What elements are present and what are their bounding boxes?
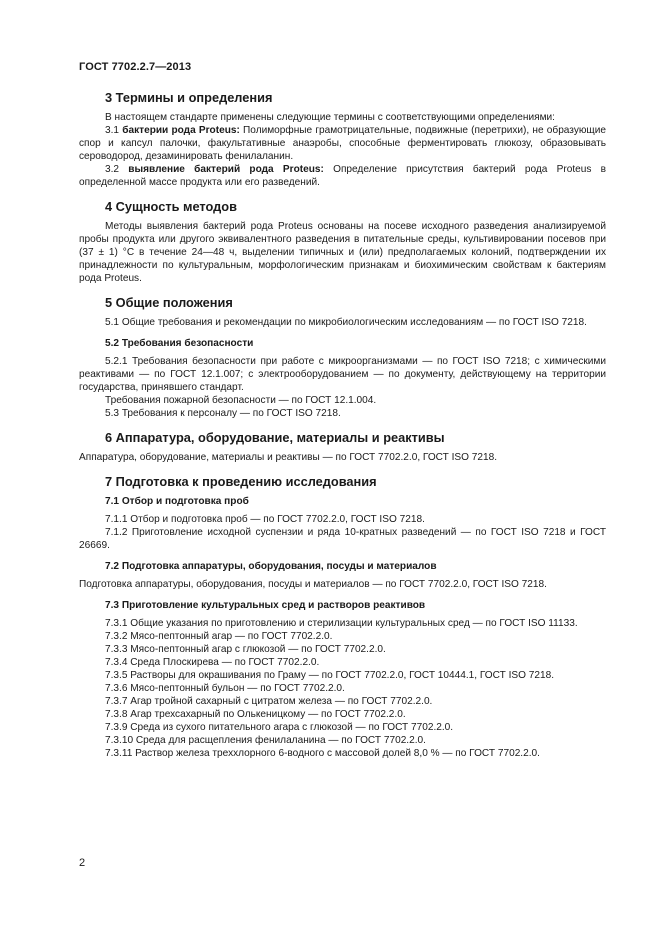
document-header: ГОСТ 7702.2.7—2013 — [79, 61, 192, 73]
clause-7-3-item: 7.3.10 Среда для расщепления фенилаланина — по ГОСТ 7702.2.0. — [105, 735, 426, 746]
term-3-1-number: 3.1 — [105, 125, 123, 136]
term-3-1-definition: Полиморфные грамотрицательные, подвижные (перетрихи), не образующие спор и капсул палочки, факультативные анаэробы, способные ферментировать глюкозу, образовывать сероводород, дезаминировать фенилаланин. — [79, 125, 606, 162]
section-4-title: 4 Сущность методов — [105, 199, 237, 214]
document-body — [79, 90, 606, 760]
clause-7-3-item: 7.3.1 Общие указания по приготовлению и стерилизации культуральных сред — по ГОСТ ISO 11133. — [105, 618, 578, 629]
section-4-text: Методы выявления бактерий рода Proteus основаны на посеве исходного разведения анализируемой пробы продукта или другого эквивалентного разведения в питательные среды, культивировании посевов при (37 ± 1) °С в течение 24—48 ч, выделении типичных и (или) предполагаемых колоний, подтверждении их принадлежности по культуральным, морфологическим признакам и биохимическим свойствам к бактериям рода Proteus. — [79, 221, 606, 284]
clause-7-3-item: 7.3.7 Агар тройной сахарный с цитратом железа — по ГОСТ 7702.2.0. — [105, 696, 433, 707]
term-3-2 — [79, 163, 606, 189]
clause-5-1: 5.1 Общие требования и рекомендации по микробиологическим исследованиям — по ГОСТ ISO 7218. — [105, 317, 587, 328]
clause-7-3-item: 7.3.3 Мясо-пептонный агар с глюкозой — по ГОСТ 7702.2.0. — [105, 644, 386, 655]
section-6-title: 6 Аппаратура, оборудование, материалы и реактивы — [105, 430, 445, 445]
clause-7-3-item: 7.3.2 Мясо-пептонный агар — по ГОСТ 7702.2.0. — [105, 631, 333, 642]
clause-5-2-1: 5.2.1 Требования безопасности при работе с микроорганизмами — по ГОСТ ISO 7218; с химическими реактивами — по ГОСТ 12.1.007; с электрооборудованием — по документу, действующему на территории государства, принявшего стандарт. — [79, 356, 606, 393]
term-3-1 — [79, 124, 606, 163]
subsection-5-2-title: 5.2 Требования безопасности — [105, 338, 254, 349]
clause-7-2-text: Подготовка аппаратуры, оборудования, посуды и материалов — по ГОСТ 7702.2.0, ГОСТ ISO 7218. — [79, 579, 547, 590]
term-3-2-number: 3.2 — [105, 164, 129, 175]
clause-7-3-item: 7.3.8 Агар трехсахарный по Олькеницкому — по ГОСТ 7702.2.0. — [105, 709, 406, 720]
clause-7-3-item: 7.3.5 Растворы для окрашивания по Граму — по ГОСТ 7702.2.0, ГОСТ 10444.1, ГОСТ ISO 7218. — [105, 670, 555, 681]
clause-7-3-item: 7.3.4 Среда Плоскирева — по ГОСТ 7702.2.0. — [105, 657, 320, 668]
clause-7-3-item: 7.3.9 Среда из сухого питательного агара с глюкозой — по ГОСТ 7702.2.0. — [105, 722, 454, 733]
clause-7-3-item: 7.3.6 Мясо-пептонный бульон — по ГОСТ 7702.2.0. — [105, 683, 345, 694]
section-6-text: Аппаратура, оборудование, материалы и реактивы — по ГОСТ 7702.2.0, ГОСТ ISO 7218. — [79, 452, 498, 463]
term-3-2-definition: Определение присутствия бактерий рода Proteus в определенной массе продукта или его разведений. — [79, 164, 607, 188]
term-3-2-term: выявление бактерий рода Proteus: — [128, 164, 324, 175]
clause-5-3: 5.3 Требования к персоналу — по ГОСТ ISO 7218. — [105, 408, 341, 419]
page-number: 2 — [79, 857, 86, 869]
clause-7-3-item: 7.3.11 Раствор железа треххлорного 6-водного с массовой долей 8,0 % — по ГОСТ 7702.2.0. — [105, 748, 540, 759]
section-5-title: 5 Общие положения — [105, 295, 233, 310]
clause-fire-safety: Требования пожарной безопасности — по ГОСТ 12.1.004. — [105, 395, 377, 406]
clause-7-1-2: 7.1.2 Приготовление исходной суспензии и ряда 10-кратных разведений — по ГОСТ ISO 7218 и ГОСТ 26669. — [79, 527, 606, 551]
section-7-title: 7 Подготовка к проведению исследования — [105, 474, 377, 489]
clause-7-1-1: 7.1.1 Отбор и подготовка проб — по ГОСТ 7702.2.0, ГОСТ ISO 7218. — [105, 514, 425, 525]
subsection-7-3-title: 7.3 Приготовление культуральных сред и растворов реактивов — [105, 600, 426, 611]
section-3-intro: В настоящем стандарте применены следующие термины с соответствующими определениями: — [105, 112, 555, 123]
subsection-7-2-title: 7.2 Подготовка аппаратуры, оборудования, посуды и материалов — [105, 561, 437, 572]
term-3-1-term: бактерии рода Proteus: — [122, 125, 240, 136]
section-3-title: 3 Термины и определения — [105, 90, 273, 105]
subsection-7-1-title: 7.1 Отбор и подготовка проб — [105, 496, 249, 507]
